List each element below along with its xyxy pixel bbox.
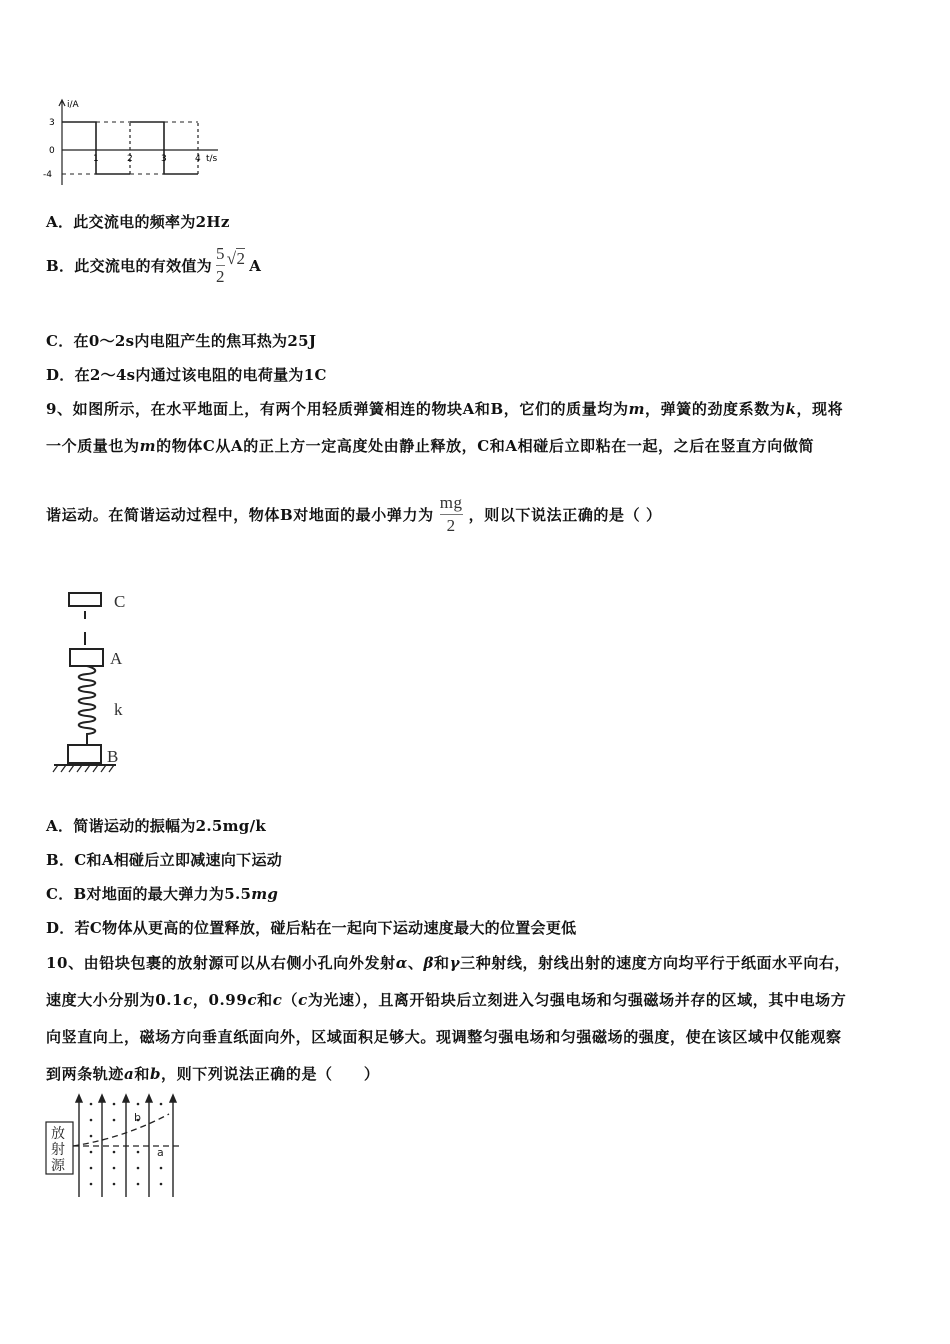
q10-stem-line-2 xyxy=(46,989,846,1010)
text: 谐运动。在简谐运动过程中，物体B对地面的最小弹力为 xyxy=(46,506,434,524)
var-mg: mg xyxy=(251,885,279,903)
q8-option-b-prefix: B．此交流电的有效值为 xyxy=(46,257,212,275)
source-label: 射 xyxy=(51,1142,65,1158)
q10-stem-line-4 xyxy=(46,1063,379,1084)
sqrt-sign: √2 xyxy=(226,248,246,268)
text: ，0.99 xyxy=(192,991,248,1009)
text: ，弹簧的劲度系数为 xyxy=(645,400,786,418)
source-label: 源 xyxy=(51,1158,65,1174)
fraction-numerator: 5 xyxy=(215,244,225,263)
text: C．B对地面的最大弹力为5.5 xyxy=(46,885,252,903)
track-b xyxy=(73,1114,169,1146)
q10-stem-line-3: 向竖直向上，磁场方向垂直纸面向外，区域面积足够大。现调整匀强电场和匀强磁场的强度，使在该区域中仅能观察 xyxy=(46,1028,842,1046)
block-b xyxy=(68,745,101,763)
source-label: 放 xyxy=(51,1126,65,1142)
fraction-denominator: 2 xyxy=(215,267,225,286)
text: 为光速），且离开铅块后立刻进入匀强电场和匀强磁场并存的区域，其中电场方 xyxy=(307,991,847,1009)
text: 和 xyxy=(134,1065,150,1083)
q9-option-b: B．C和A相碰后立即减速向下运动 xyxy=(46,851,283,869)
var-b: b xyxy=(149,1065,162,1083)
var-c: c xyxy=(247,991,258,1009)
label-b: B xyxy=(107,747,119,766)
fraction-bar xyxy=(440,514,463,515)
var-a: a xyxy=(124,1065,135,1083)
q9-option-d: D．若C物体从更高的位置释放，碰后粘在一起向下运动速度最大的位置会更低 xyxy=(46,919,577,937)
q8-option-b-unit: A xyxy=(249,256,262,275)
x-tick: 1 xyxy=(93,154,99,164)
track-b-label: b xyxy=(134,1111,141,1124)
symbol-beta: β xyxy=(423,954,435,972)
text: 的物体C从A的正上方一定高度处由静止释放，C和A相碰后立即粘在一起，之后在竖直方向做简 xyxy=(156,437,815,455)
label-c: C xyxy=(114,592,126,611)
q9-stem-line-3 xyxy=(46,493,662,536)
text: 速度大小分别为0.1 xyxy=(46,991,184,1009)
var-k: k xyxy=(785,400,797,418)
spring-coil xyxy=(79,666,96,745)
q8-option-c: C．在0～2s内电阻产生的焦耳热为25J xyxy=(46,332,317,350)
symbol-alpha: α xyxy=(395,954,408,972)
fraction-bar xyxy=(216,265,225,266)
waveform-period-2 xyxy=(130,122,198,174)
q9-min-force-fraction xyxy=(440,493,463,536)
q9-option-c xyxy=(46,883,278,904)
q8-option-b xyxy=(46,244,261,287)
x-axis-label: t/s xyxy=(206,154,218,164)
sqrt-radicand: 2 xyxy=(236,248,246,268)
label-a: A xyxy=(110,649,123,668)
fraction-numerator: mg xyxy=(439,493,463,512)
q9-stem-line-1 xyxy=(46,398,843,419)
text: ，则下列说法正确的是（ ） xyxy=(161,1065,380,1083)
block-c xyxy=(69,593,101,606)
text: 一个质量也为 xyxy=(46,437,140,455)
text: 三种射线，射线出射的速度方向均平行于纸面水平向右， xyxy=(460,954,851,972)
fraction-denominator: 2 xyxy=(446,516,456,535)
track-a-label: a xyxy=(157,1146,164,1159)
text: 9、如图所示，在水平地面上，有两个用轻质弹簧相连的物块A和B，它们的质量均为 xyxy=(46,400,629,418)
text: 和 xyxy=(257,991,273,1009)
text: 和 xyxy=(434,954,450,972)
var-m: m xyxy=(139,437,157,455)
var-m: m xyxy=(628,400,646,418)
var-c: c xyxy=(298,991,308,1009)
y-axis-label: i/A xyxy=(67,100,79,110)
y-tick: 3 xyxy=(49,118,55,128)
q8-option-b-fraction xyxy=(216,244,225,287)
var-c: c xyxy=(272,991,283,1009)
text: ，现将 xyxy=(796,400,844,418)
q8-option-d: D．在2～4s内通过该电阻的电荷量为1C xyxy=(46,366,327,384)
label-k: k xyxy=(114,700,123,719)
x-tick: 4 xyxy=(195,154,201,164)
var-c: c xyxy=(183,991,193,1009)
y-tick: -4 xyxy=(43,170,52,180)
block-a xyxy=(70,649,103,666)
text: （ xyxy=(282,991,299,1009)
y-tick: 0 xyxy=(49,146,55,156)
q9-stem-line-2 xyxy=(46,435,814,456)
radiation-field-figure xyxy=(44,1092,184,1202)
symbol-gamma: γ xyxy=(449,954,461,972)
text: 到两条轨迹 xyxy=(46,1065,125,1083)
q8-option-a: A．此交流电的频率为2Hz xyxy=(46,213,230,231)
text: ，则以下说法正确的是（ ） xyxy=(468,506,662,524)
spring-block-figure xyxy=(50,585,150,775)
text: 、 xyxy=(407,954,424,972)
x-tick: 2 xyxy=(127,154,133,164)
q10-stem-line-1 xyxy=(46,952,850,973)
waveform-period-1 xyxy=(62,122,130,174)
current-time-graph xyxy=(40,95,230,190)
ground-hatch xyxy=(53,765,114,772)
q9-option-a: A．简谐运动的振幅为2.5mg/k xyxy=(46,817,267,835)
x-tick: 3 xyxy=(161,154,167,164)
text: 10、由铅块包裹的放射源可以从右侧小孔向外发射 xyxy=(46,954,396,972)
